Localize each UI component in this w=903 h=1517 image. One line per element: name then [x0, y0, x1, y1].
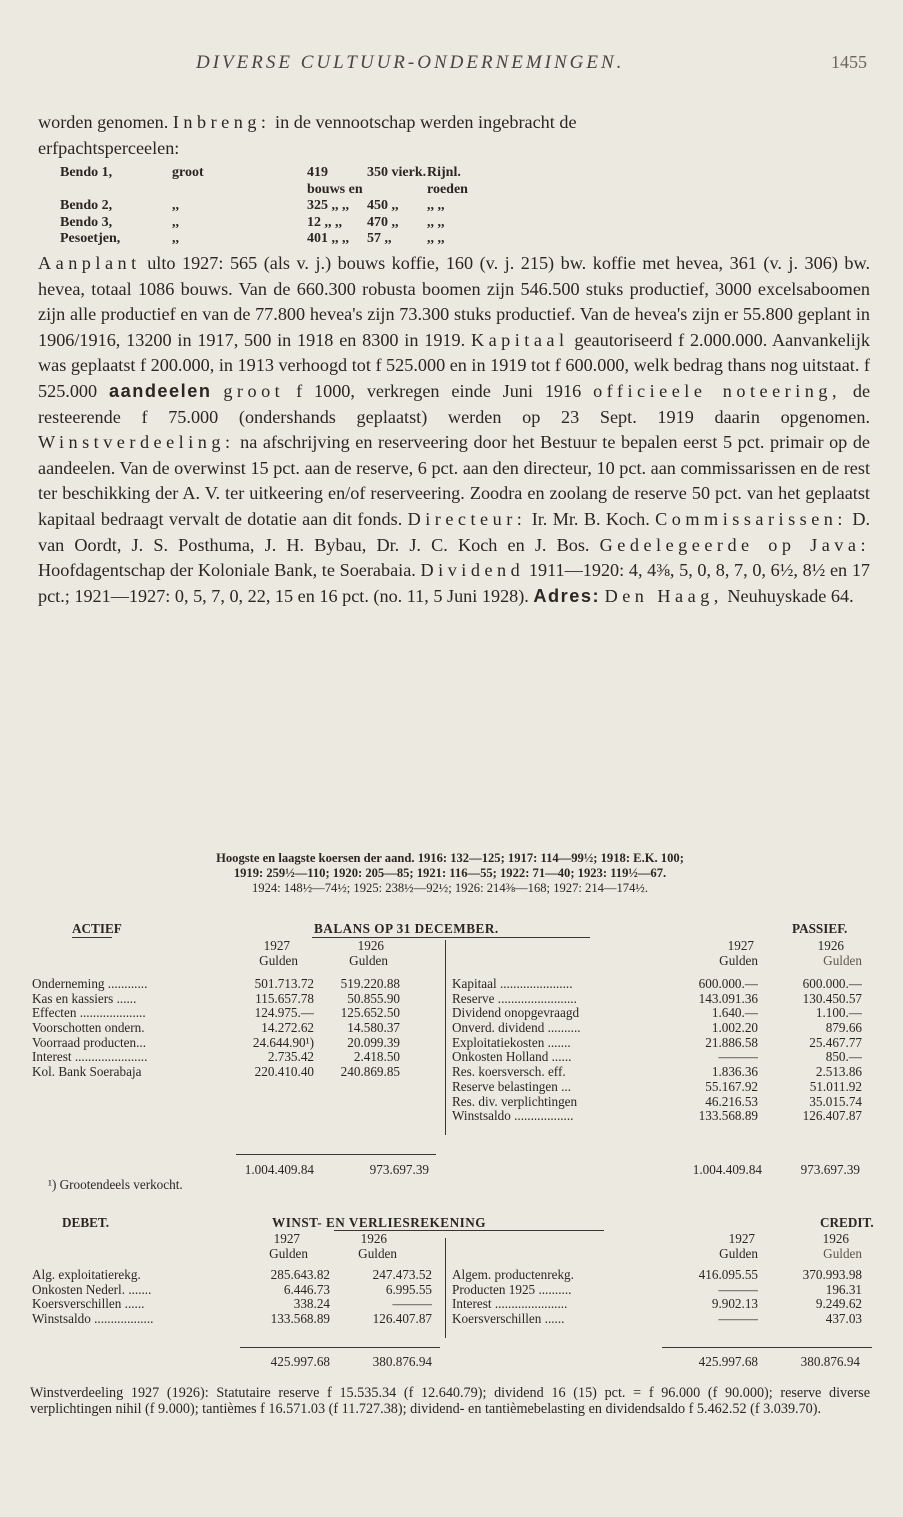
account-label: Reserve belastingen ...	[452, 1079, 572, 1094]
aanplant-text: ulto 1927: 565 (als v. j.) bouws koffie, 160 (v. j. 215) bw. koffie met hevea, 361 (v. j. 306) bw. hevea, totaal 1086 bouws. Van de 660.300 robusta boomen zijn 546.500 stuks productief, 3000 excelsaboomen zijn alle productief en van de 77.800 hevea's zijn 73.300 stuks productief. Van de hevea's zijn er 55.800 geplant in 1906/1916, 13200 in 1917, 500 in 1918 en 8300 in 1919.	[38, 253, 870, 350]
perceel-cell: ,,	[172, 214, 179, 230]
amount-cell: 1.640.—	[711, 1006, 758, 1021]
year-1926: 1926	[357, 939, 384, 953]
koersen-line: Hoogste en laagste koersen der aand. 1916: 132—125; 1917: 114—99½; 1918: E.K. 100;	[216, 851, 684, 865]
amount-cell: ———	[718, 1282, 758, 1297]
amount-cell: 519.220.88	[340, 977, 400, 991]
dividend-heading: Dividend	[420, 560, 525, 581]
perceel-cell: Bendo 3,	[60, 214, 113, 230]
table-row	[452, 1021, 862, 1036]
perceel-cell: 470 ,,	[367, 214, 399, 230]
amount-cell: 1.100.—	[815, 1006, 862, 1021]
winst-title: WINST- EN VERLIESREKENING	[272, 1215, 487, 1230]
table-row	[32, 977, 400, 992]
kapitaal-heading: Kapitaal	[470, 329, 569, 350]
account-label: Res. koersversch. eff.	[452, 1065, 566, 1080]
account-label: Effecten ....................	[32, 1006, 146, 1021]
amount-cell: 879.66	[825, 1021, 862, 1036]
actief-total-rule	[236, 1154, 436, 1155]
table-row	[452, 1065, 862, 1080]
koersen-line: 1924: 148½—74½; 1925: 238½—92½; 1926: 214⅜—168; 1927: 214—174½.	[251, 880, 648, 895]
dividend-text: 1911—1920: 4, 4⅜, 5, 0, 8, 7, 0, 6½, 8½ en 17 pct.; 1921—1927: 0, 5, 7, 0, 22, 15 en 16 pct. (no. 11, 5 Juni 1928).	[38, 560, 871, 606]
credit-total-rule	[662, 1347, 872, 1348]
amount-cell: 50.855.90	[347, 991, 400, 1006]
actief-table	[32, 977, 400, 1080]
table-row	[452, 1080, 862, 1095]
actief-label: ACTIEF	[72, 921, 122, 936]
debet-label: DEBET.	[62, 1215, 110, 1230]
amount-cell: 416.095.55	[698, 1268, 758, 1282]
credit-table	[452, 1268, 862, 1327]
account-label: Alg. exploitatierekg.	[32, 1268, 141, 1282]
amount-cell: 6.446.73	[283, 1282, 330, 1297]
amount-cell: 437.03	[825, 1312, 862, 1327]
amount-cell: 115.657.78	[255, 991, 314, 1006]
groot-word: groot	[223, 380, 285, 401]
gedelegeerde-heading: Gedelegeerde op Java:	[599, 534, 870, 555]
year-1927: 1927	[728, 1232, 755, 1246]
amount-cell: 1.836.36	[711, 1065, 758, 1080]
header-title: DIVERSE CULTUUR-ONDERNEMINGEN.	[196, 52, 625, 73]
amount-cell: 2.418.50	[353, 1050, 400, 1065]
table-row	[32, 1021, 400, 1036]
amount-cell: 14.580.37	[347, 1021, 400, 1036]
noteering-heading: officieele noteering,	[593, 380, 841, 401]
actief-underline	[72, 937, 112, 938]
unit-gulden: Gulden	[719, 1246, 758, 1261]
perceel-cell: groot	[172, 165, 204, 180]
total-passief-1927: 1.004.409.84	[692, 1163, 762, 1177]
aandeelen-text: f 1000, verkregen einde Juni 1916	[296, 380, 582, 401]
perceel-cell: ,, ,,	[427, 198, 445, 213]
kapitaal-text: geautoriseerd f 2.000.000. Aanvankelijk was geplaatst f 200.000, in 1913 verhoogd tot f 525.000 en in 1919 tot f 600.000, welk bedrag thans nog uitstaat. f 525.000	[38, 329, 871, 401]
aandeelen-heading: aandeelen	[108, 380, 212, 401]
account-label: Res. div. verplichtingen	[452, 1094, 578, 1109]
amount-cell: 21.886.58	[705, 1035, 758, 1050]
table-row	[452, 1283, 862, 1298]
year-1927: 1927	[727, 939, 754, 953]
passief-label: PASSIEF.	[792, 921, 848, 936]
running-header	[0, 52, 903, 82]
perceel-cell: ,,	[172, 198, 179, 213]
perceel-cell: Pesoetjen,	[60, 231, 121, 246]
account-label: Koersverschillen ......	[452, 1312, 565, 1327]
debet-table	[32, 1268, 432, 1327]
table-row	[452, 1050, 862, 1065]
unit-gulden: Gulden	[349, 953, 388, 968]
amount-cell: ———	[718, 1050, 758, 1065]
year-1927: 1927	[263, 939, 290, 953]
account-label: Kas en kassiers ......	[32, 991, 137, 1006]
perceel-cell: Rijnl. roeden	[427, 165, 468, 197]
amount-cell: 124.975.—	[254, 1006, 314, 1021]
table-row	[452, 1268, 862, 1283]
perceel-cell: 12 ,, ,,	[307, 214, 342, 230]
unit-gulden: Gulden	[823, 1246, 862, 1261]
perceel-cell: ,, ,,	[427, 214, 445, 230]
unit-gulden: Gulden	[358, 1246, 397, 1261]
year-1926: 1926	[822, 1232, 849, 1246]
amount-cell: 130.450.57	[802, 991, 862, 1006]
perceel-cell: ,, ,,	[427, 231, 445, 246]
perceelen-list	[60, 165, 760, 248]
account-label: Interest ......................	[32, 1050, 148, 1065]
directeur-text: Ir. Mr. B. Koch.	[531, 508, 650, 529]
winst-divider	[445, 1238, 446, 1338]
account-label: Algem. productenrekg.	[452, 1268, 574, 1282]
account-label: Voorraad producten...	[32, 1035, 147, 1050]
amount-cell: 850.—	[825, 1050, 862, 1065]
unit-gulden: Gulden	[719, 953, 758, 968]
winst-title-underline	[334, 1230, 604, 1231]
amount-cell: 1.002.20	[711, 1021, 758, 1036]
amount-cell: ———	[718, 1312, 758, 1327]
winst-year-headers-left	[32, 1232, 397, 1261]
perceel-cell: 401 ,, ,,	[307, 231, 349, 246]
table-row	[32, 1006, 400, 1021]
winstverdeeling-footer: Winstverdeeling 1927 (1926): Statutaire reserve f 15.535.34 (f 12.640.79); dividend 16 (15) pct. = f 96.000 (f 90.000); reserve diverse verplichtingen nihil (f 9.000); tantièmes f 16.571.03 (f 11.727.38); dividend- en tantièmebelasting en dividendsaldo f 5.462.52 (f 3.039.70).	[30, 1385, 870, 1417]
intro-text: worden genomen.	[38, 112, 169, 132]
main-paragraph	[38, 251, 870, 609]
amount-cell: 25.467.77	[809, 1035, 862, 1050]
intro-text-line2: erfpachtsperceelen:	[38, 137, 180, 158]
account-label: Dividend onopgevraagd	[452, 1006, 580, 1021]
unit-gulden: Gulden	[259, 953, 298, 968]
balans-title-underline	[312, 937, 590, 938]
winst-year-headers-right	[452, 1232, 862, 1261]
total-credit-1927: 425.997.68	[698, 1355, 758, 1369]
unit-gulden: Gulden	[269, 1246, 308, 1261]
perceel-cell: 450 ,,	[367, 198, 399, 213]
amount-cell: 600.000.—	[802, 977, 862, 991]
account-label: Reserve ........................	[452, 991, 577, 1006]
total-debet-1927: 425.997.68	[270, 1355, 330, 1369]
amount-cell: 14.272.62	[261, 1021, 314, 1036]
table-row	[452, 1006, 862, 1021]
amount-cell: 51.011.92	[809, 1079, 862, 1094]
perceel-cell: 350 vierk.	[367, 165, 427, 180]
adres-street: Neuhuyskade 64.	[727, 585, 854, 606]
year-1927: 1927	[273, 1232, 300, 1246]
total-passief-1926: 973.697.39	[800, 1163, 860, 1177]
amount-cell: 600.000.—	[698, 977, 758, 991]
winstverdeeling-heading: Winstverdeeling:	[38, 432, 235, 453]
page-number: 1455	[831, 52, 867, 72]
amount-cell: 247.473.52	[372, 1268, 432, 1282]
amount-cell: 46.216.53	[705, 1094, 758, 1109]
amount-cell: 285.643.82	[270, 1268, 330, 1282]
total-actief-1927: 1.004.409.84	[244, 1163, 314, 1177]
amount-cell: 20.099.39	[347, 1035, 400, 1050]
perceel-cell: 419 bouws en	[307, 165, 363, 197]
table-row	[32, 1283, 432, 1298]
perceel-row	[60, 198, 760, 215]
balans-year-headers-left	[32, 939, 388, 968]
balans-footnote: ¹) Grootendeels verkocht.	[48, 1177, 183, 1192]
total-debet-1926: 380.876.94	[372, 1355, 432, 1369]
total-credit-1926: 380.876.94	[800, 1355, 860, 1369]
winst-totals-left	[32, 1355, 432, 1370]
amount-cell: 35.015.74	[809, 1094, 862, 1109]
table-row	[452, 1312, 862, 1327]
balans-divider	[445, 940, 446, 1135]
table-row	[32, 1036, 400, 1051]
amount-cell: 126.407.87	[372, 1312, 432, 1327]
credit-label: CREDIT.	[820, 1215, 874, 1230]
adres-city: Den Haag,	[604, 585, 723, 606]
account-label: Producten 1925 ..........	[452, 1282, 572, 1297]
account-label: Onderneming ............	[32, 977, 148, 991]
table-row	[32, 1297, 432, 1312]
adres-heading: Adres:	[533, 585, 601, 606]
table-row	[32, 1268, 432, 1283]
table-row	[32, 1065, 400, 1080]
amount-cell: 126.407.87	[802, 1109, 862, 1124]
amount-cell: 9.249.62	[815, 1297, 862, 1312]
amount-cell: ———	[392, 1297, 432, 1312]
year-1926: 1926	[817, 939, 844, 953]
perceel-cell: 57 ,,	[367, 231, 392, 246]
intro-text-cont: in de vennootschap werden ingebracht de	[275, 112, 577, 132]
table-row	[32, 1312, 432, 1327]
perceel-cell: ,,	[172, 231, 179, 246]
account-label: Voorschotten ondern.	[32, 1021, 145, 1036]
table-row	[452, 1297, 862, 1312]
balans-totals-right	[452, 1163, 860, 1178]
perceel-row	[60, 231, 760, 248]
balans-year-headers-right	[452, 939, 862, 968]
amount-cell: 501.713.72	[254, 977, 314, 991]
account-label: Exploitatiekosten .......	[452, 1035, 571, 1050]
account-label: Onkosten Nederl. .......	[32, 1282, 152, 1297]
commissarissen-heading: Commissarissen:	[655, 508, 847, 529]
table-row	[452, 977, 862, 992]
commissarissen-text: D. van Oordt, J. S. Posthuma, J. H. Bybau, Dr. J. C. Koch en J. Bos.	[38, 508, 871, 555]
amount-cell: 240.869.85	[340, 1065, 400, 1080]
perceel-cell: Bendo 2,	[60, 198, 113, 213]
amount-cell: 55.167.92	[705, 1079, 758, 1094]
winstverdeeling-text: na afschrijving en reserveering door het Bestuur te bepalen eerst 5 pct. primair op de aandeelen. Van de overwinst 15 pct. aan de reserve, 6 pct. aan den directeur, 10 pct. aan commissarissen en de rest ter beschikking der A. V. ter uitkeering en/of reserveering. Zoodra en zoolang de reserve 50 pct. van het geplaatst kapitaal bedraagt vervalt de dotatie aan dit fonds.	[38, 432, 871, 529]
amount-cell: 338.24	[293, 1297, 330, 1312]
koersen-line: 1919: 259½—110; 1920: 205—85; 1921: 116—55; 1922: 71—40; 1923: 119½—67.	[233, 865, 667, 880]
debet-total-rule	[240, 1347, 440, 1348]
amount-cell: 196.31	[825, 1282, 862, 1297]
table-row	[32, 1050, 400, 1065]
table-row	[452, 1109, 862, 1124]
aanplant-heading: Aanplant	[38, 253, 141, 273]
amount-cell: 220.410.40	[254, 1065, 314, 1080]
perceel-cell: Bendo 1,	[60, 165, 113, 180]
account-label: Onverd. dividend ..........	[452, 1021, 581, 1036]
year-1926: 1926	[360, 1232, 387, 1246]
amount-cell: 6.995.55	[385, 1282, 432, 1297]
perceel-cell: 325 ,, ,,	[307, 198, 349, 213]
amount-cell: 125.652.50	[340, 1006, 400, 1021]
amount-cell: 2.735.42	[267, 1050, 314, 1065]
passief-table	[452, 977, 862, 1124]
intro-paragraph	[38, 110, 870, 161]
amount-cell: 143.091.36	[698, 991, 758, 1006]
balans-title: BALANS OP 31 DECEMBER.	[314, 921, 499, 936]
perceel-row	[60, 165, 760, 198]
account-label: Interest ......................	[452, 1297, 568, 1312]
account-label: Winstsaldo ..................	[32, 1312, 154, 1327]
directeur-heading: Directeur:	[407, 508, 527, 529]
account-label: Kol. Bank Soerabaja	[32, 1065, 142, 1080]
winst-totals-right	[452, 1355, 860, 1370]
account-label: Winstsaldo ..................	[452, 1109, 574, 1124]
amount-cell: 24.644.90¹)	[252, 1035, 314, 1050]
amount-cell: 133.568.89	[698, 1109, 758, 1124]
account-label: Onkosten Holland ......	[452, 1050, 572, 1065]
account-label: Kapitaal ......................	[452, 977, 573, 991]
table-row	[452, 992, 862, 1007]
table-row	[452, 1095, 862, 1110]
inbreng-heading: Inbreng:	[172, 112, 271, 132]
table-row	[452, 1036, 862, 1051]
amount-cell: 9.902.13	[711, 1297, 758, 1312]
koersen-block	[30, 851, 870, 895]
total-actief-1926: 973.697.39	[369, 1163, 429, 1177]
amount-cell: 2.513.86	[815, 1065, 862, 1080]
account-label: Koersverschillen ......	[32, 1297, 145, 1312]
noteering-text: de resteerende f 75.000 (ondershands geplaatst) werden op 23 Sept. 1919 daarin opgenomen.	[38, 380, 871, 427]
perceel-row	[60, 215, 760, 232]
balans-totals-left	[32, 1163, 448, 1192]
amount-cell: 370.993.98	[802, 1268, 862, 1282]
gedelegeerde-text: Hoofdagentschap der Koloniale Bank, te Soerabaia.	[38, 560, 416, 581]
table-row	[32, 992, 400, 1007]
unit-gulden: Gulden	[823, 953, 862, 968]
amount-cell: 133.568.89	[270, 1312, 330, 1327]
